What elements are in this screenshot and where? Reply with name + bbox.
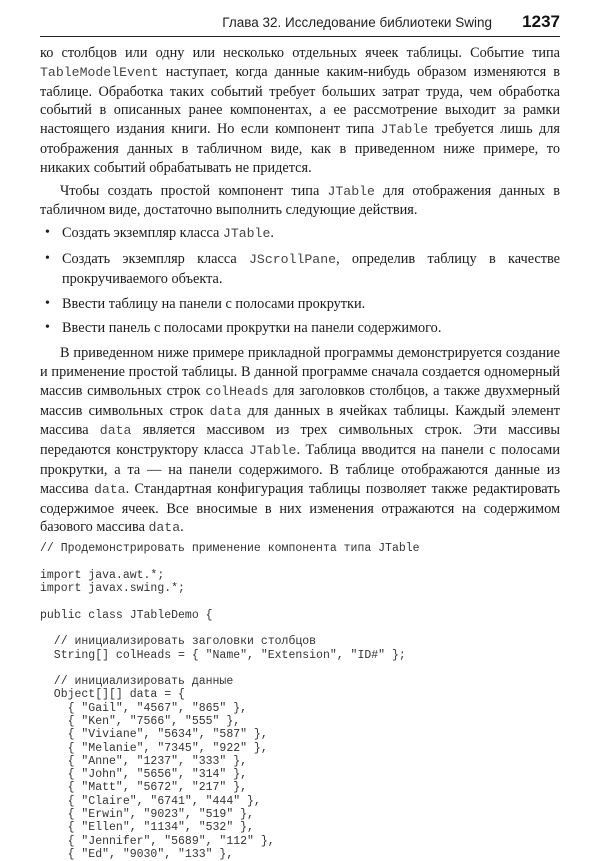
bullet-icon: •: [45, 225, 50, 241]
text-run: для заголовков столбцов, а также двухмерный массив символьных строк: [40, 382, 560, 419]
text-run: является массивом из трех символьных строк. Эти массивы передаются конструктору класса: [40, 422, 560, 459]
page-body: [40, 44, 560, 861]
text-run: .: [270, 225, 274, 242]
code-term: TableModelEvent: [40, 64, 159, 80]
code-term: colHeads: [205, 383, 269, 399]
bullet-icon: •: [45, 295, 50, 311]
text-run: Ввести панель с полосами прокрутки на панели содержимого.: [62, 320, 442, 337]
paragraph-intro-steps: [40, 182, 560, 221]
text-run: Ввести таблицу на панели с полосами прокрутки.: [62, 295, 366, 312]
chapter-title: Глава 32. Исследование библиотеки Swing: [222, 15, 492, 30]
paragraph-example-description: [40, 344, 560, 538]
text-run: для данных в ячейках таблицы. Каждый элемент массива: [40, 402, 560, 439]
text-run: наступает, когда данные каким-нибудь образом изменяются в таблице. Обработка таких событий требует больших затрат труда, чем обработка событий в описанных ранее компонентах, а ее рассмотрение выходит за рамки настоящего издания книги. Но если компонент типа: [40, 63, 560, 138]
text-run: Создать экземпляр класса: [62, 225, 223, 242]
list-item: [40, 295, 560, 314]
text-run: В приведенном ниже примере прикладной программы демонстрируется создание и применение простой таблицы. В данной программе сначала создается одномерный массив символьных строк: [40, 345, 560, 399]
code-term: data: [99, 423, 132, 439]
text-run: . Стандартная конфигурация таблицы позволяет также редактировать содержимое ячеек. Все вносимые в них изменения отражаются на содержимом базового массива: [40, 480, 560, 536]
bullet-icon: •: [45, 320, 50, 336]
code-listing: // Продемонстрировать применение компонента типа JTable import java.awt.*; import javax.swing.*; public class JTableDemo { // инициализировать заголовки столбцов String[] colHeads = { "Name", "Extension", "ID#" }; // инициализировать данные Object[][] data = { { "Gail", "4567", "865" }, { "Ken", "7566", "555" }, { "Viviane", "5634", "587" }, { "Melanie", "7345", "922" }, { "Anne", "1237", "333" }, { "John", "5656", "314" }, { "Matt", "5672", "217" }, { "Claire", "6741", "444" }, { "Erwin", "9023", "519" }, { "Ellen", "1134", "532" }, { "Jennifer", "5689", "112" }, { "Ed", "9030", "133" },: [40, 542, 420, 861]
bullet-icon: •: [45, 250, 50, 266]
text-run: Создать экземпляр класса: [62, 250, 249, 267]
steps-list: [40, 224, 560, 338]
code-term: JTable: [222, 226, 271, 242]
text-run: . Таблица вводится на панели с полосами прокрутки, а та — на панели содержимого. В таблице отображаются данные из массива: [40, 442, 560, 497]
text-run: требуется лишь для отображения данных в табличном виде, как в приведенном ниже примере, то никаких событий обрабатывать не придется.: [40, 121, 560, 176]
text-run: , определив таблицу в качестве прокручиваемого объекта.: [62, 250, 561, 287]
code-term: data: [209, 403, 242, 419]
code-term: data: [93, 481, 126, 497]
paragraph-continued: [40, 44, 560, 178]
code-term: data: [148, 520, 181, 536]
text-run: ко столбцов или одну или несколько отдельных ячеек таблицы. Событие типа: [40, 45, 560, 61]
text-run: .: [180, 519, 184, 536]
list-item: [40, 224, 560, 244]
code-term: JScrollPane: [249, 251, 337, 267]
code-term: JTable: [380, 122, 429, 138]
list-item: [40, 250, 560, 289]
list-item: [40, 319, 560, 338]
page-number: 1237: [522, 12, 560, 31]
code-term: JTable: [248, 443, 297, 459]
text-run: Чтобы создать простой компонент типа: [60, 182, 328, 199]
code-term: JTable: [327, 183, 375, 199]
text-run: для отображения данных в табличном виде, достаточно выполнить следующие действия.: [40, 182, 560, 219]
running-header: [40, 12, 560, 37]
